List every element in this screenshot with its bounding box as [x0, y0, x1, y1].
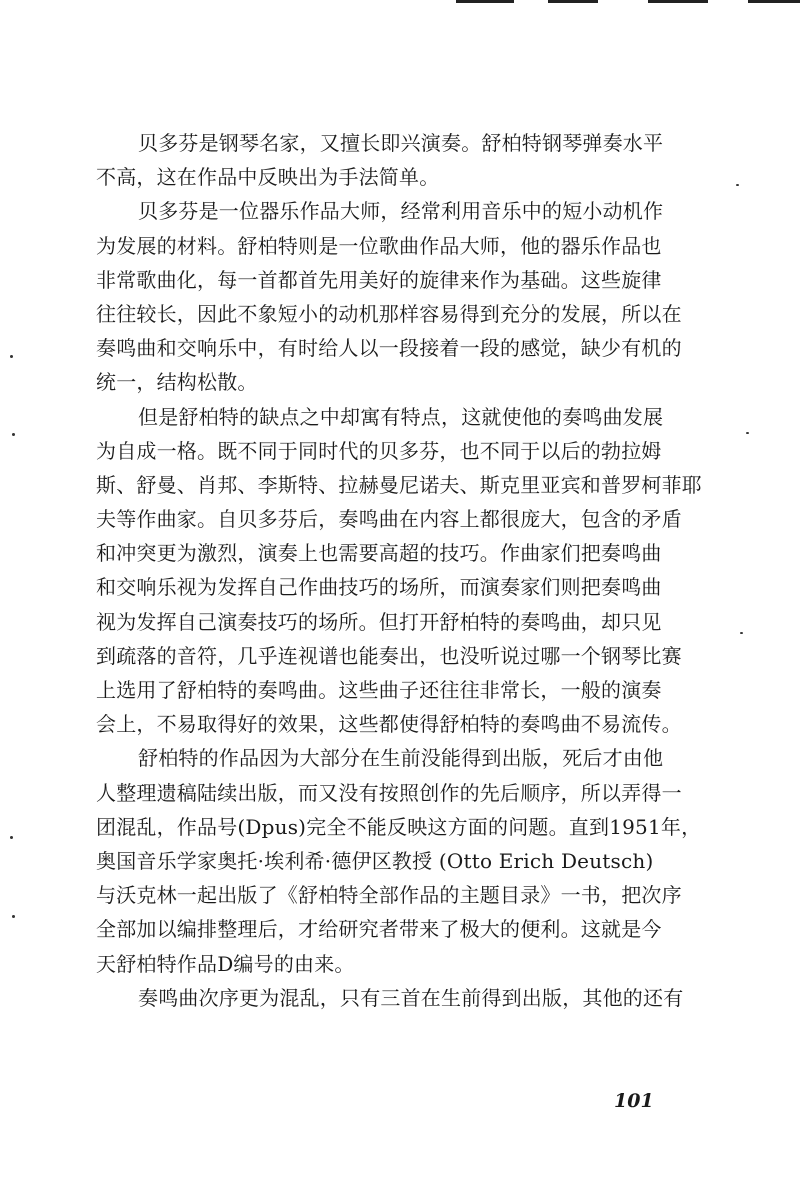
text-line: 人整理遗稿陆续出版，而又没有按照创作的先后顺序，所以弄得一 [96, 780, 682, 805]
text-line: 到疏落的音符，几乎连视谱也能奏出，也没听说过哪一个钢琴比赛 [96, 643, 682, 668]
text-line: 往往较长，因此不象短小的动机那样容易得到充分的发展，所以在 [96, 301, 682, 326]
scan-speck [746, 432, 749, 434]
text-line: 视为发挥自己演奏技巧的场所。但打开舒柏特的奏鸣曲，却只见 [96, 609, 662, 634]
top-rule [548, 0, 598, 3]
text-line: 奏鸣曲和交响乐中，有时给人以一段接着一段的感觉，缺少有机的 [96, 336, 682, 361]
text-line: 会上，不易取得好的效果，这些都使得舒柏特的奏鸣曲不易流传。 [96, 712, 682, 737]
page-number: 101 [614, 1090, 654, 1112]
text-line: 舒柏特的作品因为大部分在生前没能得到出版，死后才由他 [138, 746, 664, 771]
scan-speck [10, 355, 13, 358]
text-line: 和交响乐视为发挥自己作曲技巧的场所，而演奏家们则把奏鸣曲 [96, 575, 662, 600]
top-rule [456, 0, 514, 3]
text-line: 为自成一格。既不同于同时代的贝多芬，也不同于以后的勃拉姆 [96, 438, 662, 463]
text-line: 贝多芬是钢琴名家，又擅长即兴演奏。舒柏特钢琴弹奏水平 [138, 131, 664, 155]
text-line: 统一，结构松散。 [96, 370, 258, 395]
top-rule [748, 0, 800, 3]
text-line: 不高，这在作品中反映出为手法简单。 [96, 165, 440, 190]
text-line: 与沃克林一起出版了《舒柏特全部作品的主题目录》一书，把次序 [96, 883, 682, 908]
text-line: 为发展的材料。舒柏特则是一位歌曲作品大师，他的器乐作品也 [96, 233, 662, 258]
scan-speck [10, 836, 13, 839]
text-line: 贝多芬是一位器乐作品大师，经常利用音乐中的短小动机作 [138, 199, 664, 224]
text-line: 奏鸣曲次序更为混乱，只有三首在生前得到出版，其他的还有 [138, 985, 684, 1010]
scan-speck [736, 184, 739, 186]
text-line: 团混乱，作品号(Dpus)完全不能反映这方面的问题。直到1951年， [96, 814, 702, 839]
text-line: 奥国音乐学家奥托·埃利希·德伊区教授 (Otto Erich Deutsch) [96, 848, 654, 873]
text-line: 和冲突更为激烈，演奏上也需要高超的技巧。作曲家们把奏鸣曲 [96, 541, 662, 566]
text-line: 斯、舒曼、肖邦、李斯特、拉赫曼尼诺夫、斯克里亚宾和普罗柯菲耶 [96, 472, 702, 497]
text-line: 全部加以编排整理后，才给研究者带来了极大的便利。这就是今 [96, 917, 662, 942]
text-line: 夫等作曲家。自贝多芬后，奏鸣曲在内容上都很庞大，包含的矛盾 [96, 507, 682, 532]
scan-speck [740, 632, 743, 634]
top-rule [648, 0, 708, 3]
scan-speck [12, 433, 15, 436]
text-line: 但是舒柏特的缺点之中却寓有特点，这就使他的奏鸣曲发展 [138, 404, 664, 429]
text-line: 天舒柏特作品D编号的由来。 [96, 951, 355, 976]
text-line: 非常歌曲化，每一首都首先用美好的旋律来作为基础。这些旋律 [96, 267, 662, 292]
scan-speck [12, 915, 15, 918]
text-line: 上选用了舒柏特的奏鸣曲。这些曲子还往往非常长，一般的演奏 [96, 678, 662, 702]
body-text [96, 126, 702, 1015]
